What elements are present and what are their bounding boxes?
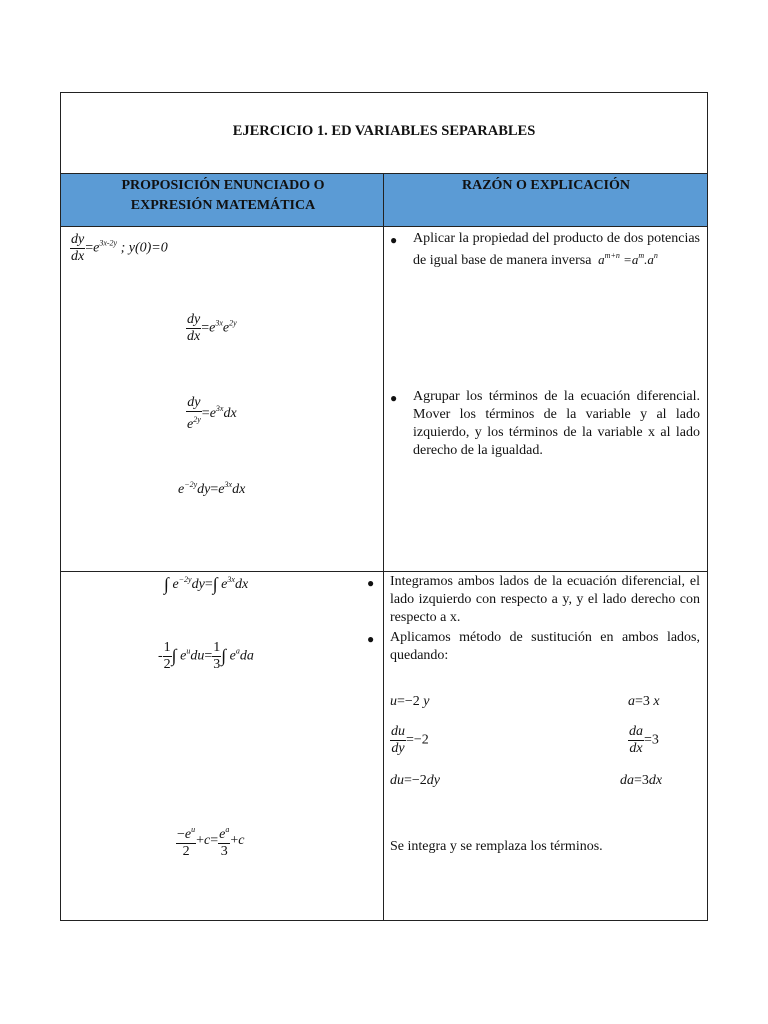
derivative-u: $\frac{du}{dy}$ =−2 <box>391 724 429 756</box>
final-note: Se integra y se remplaza los términos. <box>390 839 603 854</box>
equation-product-split: $\frac{dy}{dx}$ $=e^{3x}e^{2y}$ <box>187 312 237 344</box>
differential-u: du=−2dy <box>390 773 441 788</box>
divider <box>61 173 707 174</box>
bullet-icon: ● <box>367 632 375 646</box>
divider <box>61 226 707 227</box>
bullet-icon: ● <box>390 391 398 405</box>
bullet-icon: ● <box>367 576 375 590</box>
derivative-a: $\frac{da}{dx}$ =3 <box>629 724 659 756</box>
equation-integral: ∫ $e^{-2y}dy=\int$ $e^{3x}dx$ <box>164 574 249 594</box>
equation-initial: $\frac{dy}{dx}$ $=e^{3x-2y}$ ; y(0)=0 <box>71 232 168 264</box>
column-divider <box>383 174 384 921</box>
reason-substitution: Aplicamos método de sustitución en ambos lados, quedando: <box>390 630 700 663</box>
substitution-a: a=3 x <box>628 694 660 709</box>
equation-substituted: - $\frac{1}{2}$ ∫ $e^udu=$ $\frac{1}{3}$ ∫ $e^ada$ <box>158 640 254 672</box>
exercise-title: EJERCICIO 1. ED VARIABLES SEPARABLES <box>232 123 536 139</box>
exercise-table <box>60 92 708 921</box>
equation-divided: $\frac{dy}{e^{2y}}$ $=e^{3x}dx$ <box>187 395 237 432</box>
reason-power-property: Aplicar la propiedad del producto de dos potencias de igual base de manera inversa $a^{m+n} =a^m.a^n$ <box>413 231 700 268</box>
bullet-icon: ● <box>390 233 398 247</box>
reason-group-terms: Agrupar los términos de la ecuación diferencial. Mover los términos de la variable y al lado izquierdo, y los términos de la variable x al lado derecho de la igualdad. <box>413 389 700 458</box>
differential-a: da=3dx <box>620 773 663 788</box>
initial-condition: ; y(0)=0 <box>120 240 168 256</box>
equation-result: $\frac{-e^u}{2}$ +c= $\frac{e^a}{3}$ +c <box>176 822 245 860</box>
substitution-u: u=−2 y <box>390 694 430 709</box>
divider <box>61 571 707 572</box>
reason-integrate: Integramos ambos lados de la ecuación diferencial, el lado izquierdo con respecto a y, y el lado derecho con respecto a x. <box>390 574 700 625</box>
column-header-left: PROPOSICIÓN ENUNCIADO O EXPRESIÓN MATEMÁTICA <box>121 178 325 213</box>
equation-separated: $e^{-2y}dy=e^{3x}dx$ <box>178 480 246 497</box>
column-header-right: RAZÓN O EXPLICACIÓN <box>461 178 630 193</box>
